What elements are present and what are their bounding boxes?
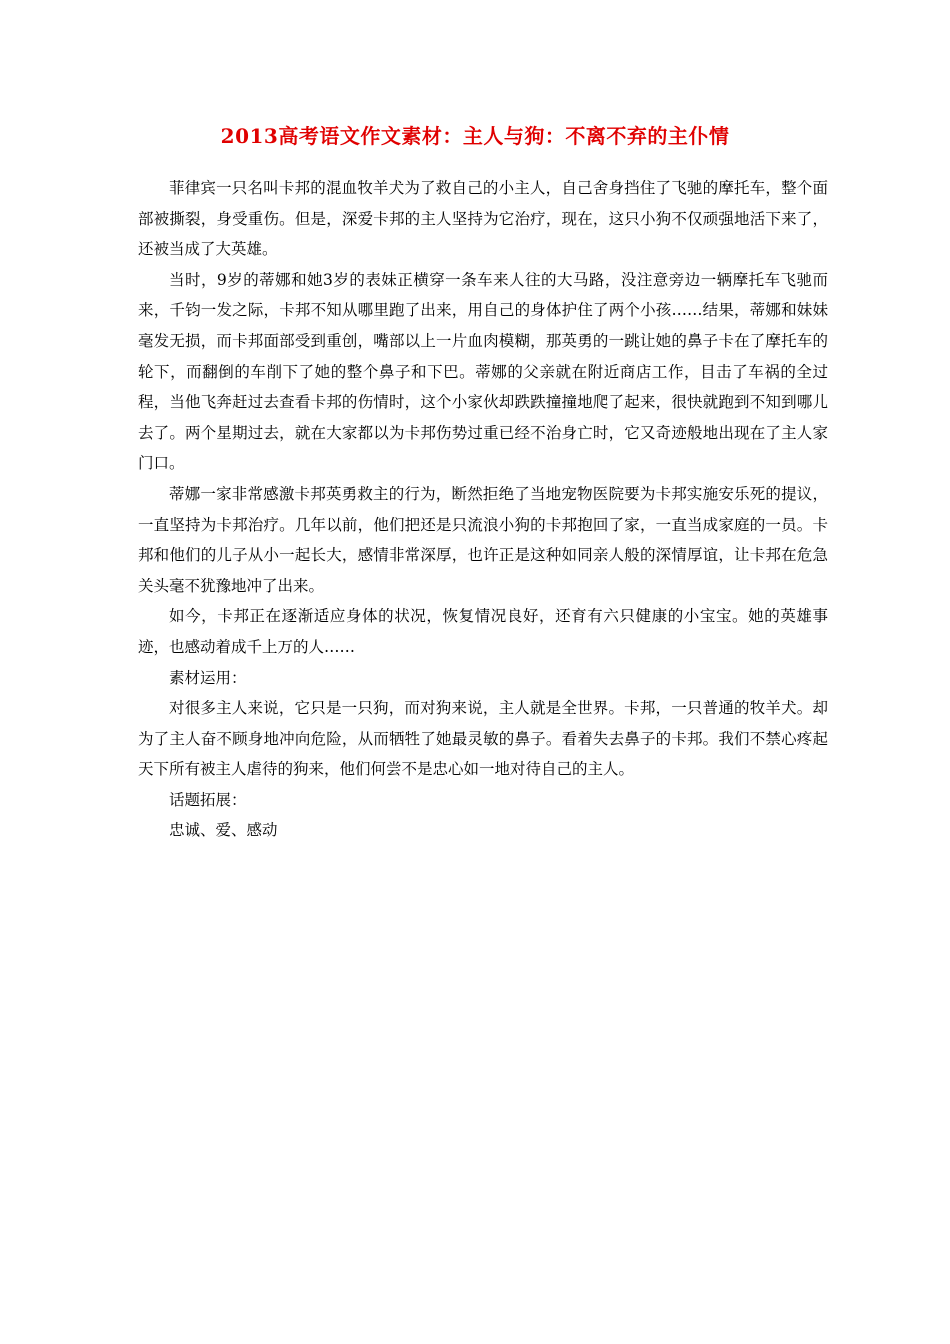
paragraph-family: 蒂娜一家非常感激卡邦英勇救主的行为，断然拒绝了当地宠物医院要为卡邦实施安乐死的提议，一直坚持为卡邦治疗。几年以前，他们把还是只流浪小狗的卡邦抱回了家，一直当成家庭的一员。卡邦和他们的儿子从小一起长大，感情非常深厚，也许正是这种如同亲人般的深情厚谊，让卡邦在危急关头毫不犹豫地冲了出来。 xyxy=(138,484,828,595)
paragraph-topics: 忠诚、爱、感动 xyxy=(169,821,278,840)
document-body xyxy=(138,173,828,846)
paragraph-usage: 对很多主人来说，它只是一只狗，而对狗来说，主人就是全世界。卡邦，一只普通的牧羊犬。却为了主人奋不顾身地冲向危险，从而牺牲了她最灵敏的鼻子。看着失去鼻子的卡邦。我们不禁心疼起天下所有被主人虐待的狗来，他们何尝不是忠心如一地对待自己的主人。 xyxy=(138,699,828,779)
paragraph-accident: 当时，9岁的蒂娜和她3岁的表妹正横穿一条车来人往的大马路，没注意旁边一辆摩托车飞驰而来，千钧一发之际，卡邦不知从哪里跑了出来，用自己的身体护住了两个小孩……结果，蒂娜和妹妹毫发无损，而卡邦面部受到重创，嘴部以上一片血肉模糊，那英勇的一跳让她的鼻子卡在了摩托车的轮下，而翻倒的车削下了她的整个鼻子和下巴。蒂娜的父亲就在附近商店工作，目击了车祸的全过程，当他飞奔赶过去查看卡邦的伤情时，这个小家伙却跌跌撞撞地爬了起来，很快就跑到不知到哪儿去了。两个星期过去，就在大家都以为卡邦伤势过重已经不治身亡时，它又奇迹般地出现在了主人家门口。 xyxy=(138,270,828,473)
paragraph-intro: 菲律宾一只名叫卡邦的混血牧羊犬为了救自己的小主人，自己舍身挡住了飞驰的摩托车，整个面部被撕裂，身受重伤。但是，深爱卡邦的主人坚持为它治疗，现在，这只小狗不仅顽强地活下来了，还被当成了大英雄。 xyxy=(138,179,828,259)
section-heading-usage: 素材运用： xyxy=(169,668,247,687)
section-heading-topics: 话题拓展： xyxy=(169,790,247,809)
paragraph-now: 如今，卡邦正在逐渐适应身体的状况，恢复情况良好，还育有六只健康的小宝宝。她的英雄事迹，也感动着成千上万的人…… xyxy=(138,607,828,656)
document-title: 2013高考语文作文素材：主人与狗：不离不弃的主仆情 xyxy=(220,124,730,148)
